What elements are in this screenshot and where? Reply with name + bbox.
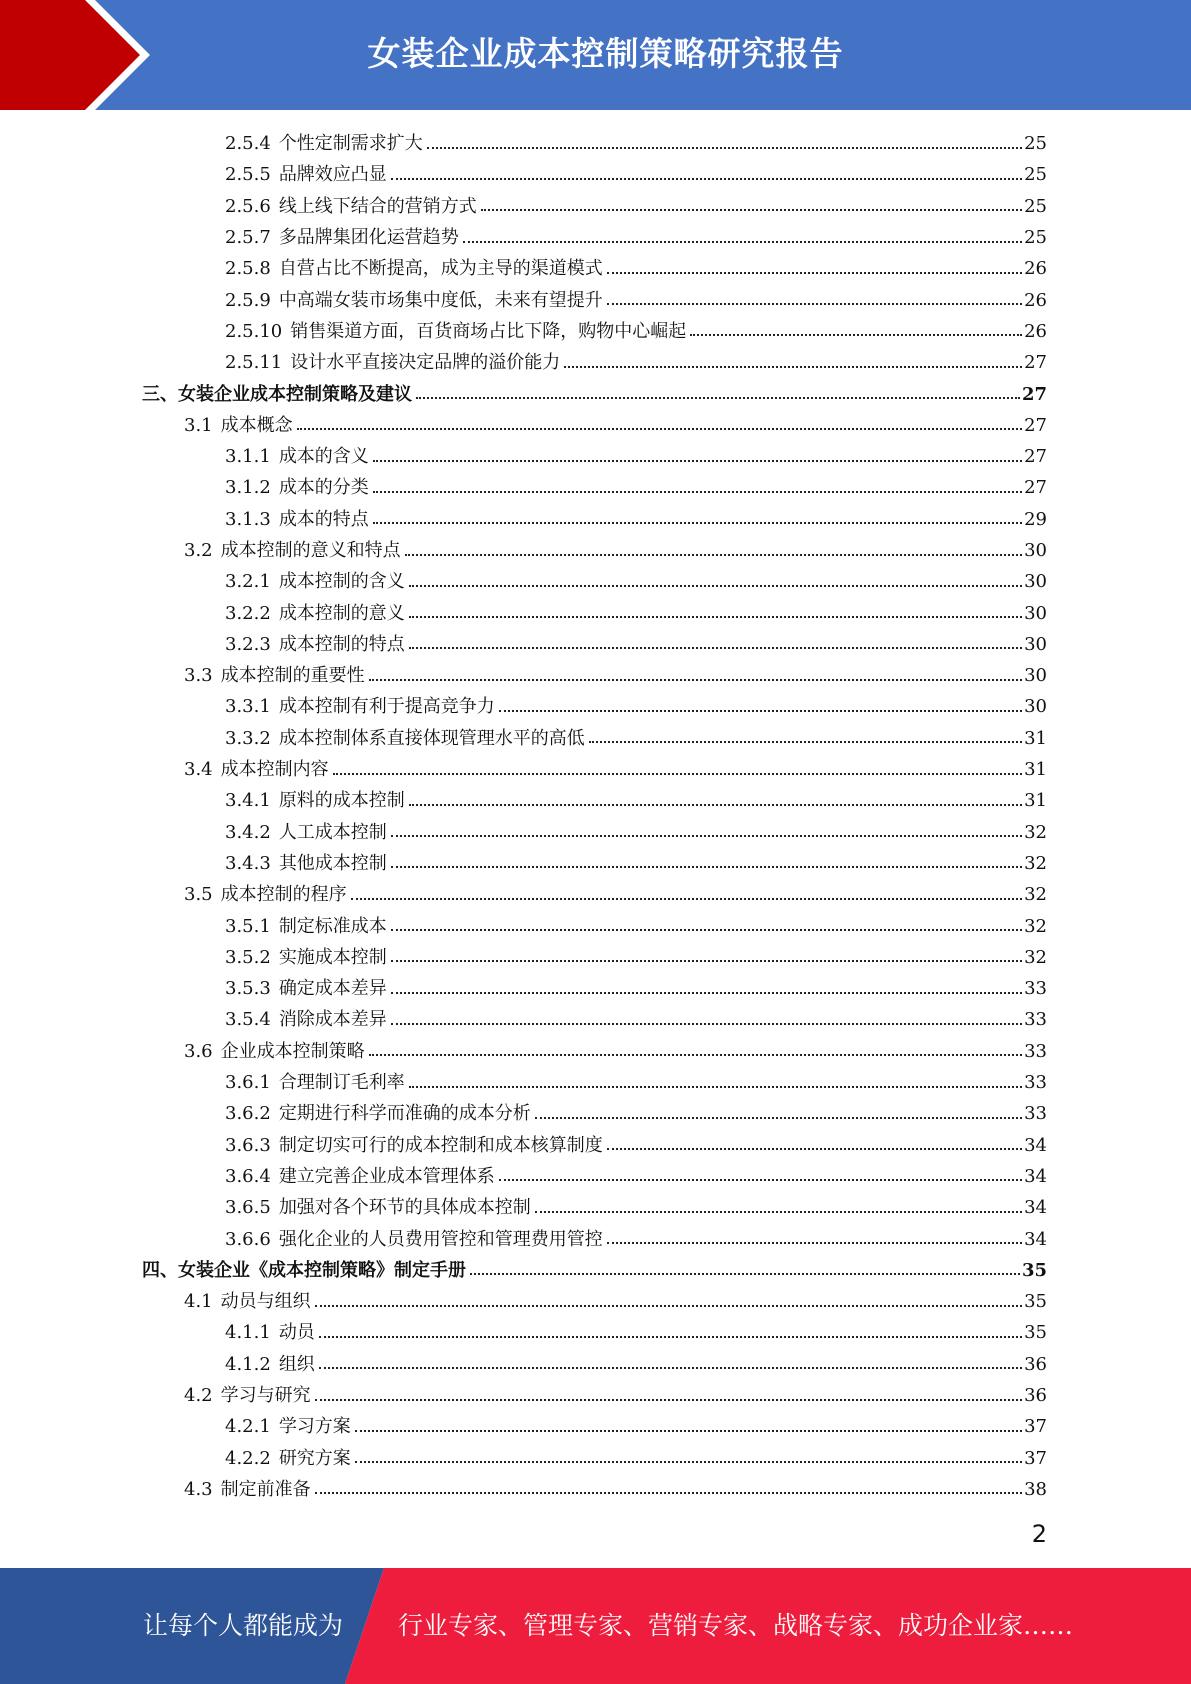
toc-entry[interactable]: [0, 1067, 1191, 1098]
toc-entry-title: 制定前准备: [220, 1478, 311, 1500]
toc-entry[interactable]: [0, 1255, 1191, 1286]
toc-entry-title: 成本控制的特点: [278, 633, 405, 655]
toc-entry-page: 33: [1024, 1009, 1047, 1031]
toc-dot-leader: [391, 1023, 1022, 1025]
toc-entry[interactable]: [0, 128, 1191, 159]
toc-entry-title: 多品牌集团化运营趋势: [278, 227, 459, 249]
toc-dot-leader: [373, 491, 1022, 493]
toc-entry-page: 34: [1024, 1134, 1047, 1156]
toc-entry-title: 中高端女装市场集中度低，未来有望提升: [278, 289, 603, 311]
toc-entry-title: 定期进行科学而准确的成本分析: [278, 1103, 531, 1125]
toc-entry-number: 3.6.4: [225, 1165, 271, 1187]
toc-entry-title: 动员: [278, 1322, 315, 1344]
toc-entry-page: 27: [1024, 477, 1047, 499]
toc-dot-leader: [351, 898, 1022, 900]
toc-entry-page: 30: [1024, 696, 1047, 718]
toc-dot-leader: [499, 1179, 1022, 1181]
toc-entry[interactable]: [0, 629, 1191, 660]
page-number: 2: [1031, 1520, 1047, 1548]
toc-entry-page: 27: [1021, 383, 1047, 405]
toc-entry-number: 2.5.11: [225, 352, 283, 374]
toc-entry-number: 3.1.1: [225, 446, 271, 468]
toc-dot-leader: [315, 1492, 1022, 1494]
toc-entry-page: 26: [1024, 258, 1047, 280]
toc-entry[interactable]: [0, 410, 1191, 441]
toc-entry-page: 32: [1024, 884, 1047, 906]
toc-entry-title: 三、女装企业成本控制策略及建议: [142, 383, 412, 405]
toc-entry[interactable]: [0, 660, 1191, 691]
toc-entry-number: 4.2.2: [225, 1447, 271, 1469]
toc-entry[interactable]: [0, 597, 1191, 628]
toc-entry-title: 实施成本控制: [278, 946, 387, 968]
toc-dot-leader: [607, 272, 1022, 274]
toc-entry-number: 3.1.3: [225, 508, 271, 530]
toc-entry-page: 34: [1024, 1228, 1047, 1250]
toc-entry[interactable]: [0, 1317, 1191, 1348]
toc-entry-number: 3.6.6: [225, 1228, 271, 1250]
toc-entry-page: 30: [1024, 540, 1047, 561]
toc-entry[interactable]: [0, 1349, 1191, 1380]
toc-entry[interactable]: [0, 1442, 1191, 1473]
toc-entry-title: 品牌效应凸显: [278, 164, 387, 186]
toc-entry-number: 2.5.8: [225, 258, 271, 280]
toc-entry-page: 25: [1024, 164, 1047, 186]
toc-entry-title: 线上线下结合的营销方式: [278, 195, 477, 217]
toc-entry-title: 销售渠道方面，百货商场占比下降，购物中心崛起: [290, 320, 687, 342]
toc-entry-page: 25: [1024, 227, 1047, 249]
document-title: 女装企业成本控制策略研究报告: [367, 34, 844, 73]
toc-entry-page: 30: [1024, 571, 1047, 593]
footer-slogan-roles: 行业专家、管理专家、营销专家、战略专家、成功企业家……: [398, 1611, 1074, 1640]
toc-entry-page: 26: [1024, 289, 1047, 311]
toc-entry-page: 35: [1021, 1259, 1047, 1281]
toc-entry[interactable]: [0, 504, 1191, 535]
toc-entry-page: 30: [1024, 665, 1047, 687]
toc-entry-title: 成本概念: [220, 414, 293, 436]
toc-dot-leader: [409, 804, 1022, 806]
toc-entry-title: 个性定制需求扩大: [278, 133, 423, 155]
toc-entry-page: 33: [1024, 1040, 1047, 1062]
toc-entry[interactable]: [0, 817, 1191, 848]
toc-entry-number: 3.2.2: [225, 602, 271, 624]
toc-dot-leader: [391, 960, 1022, 962]
toc-entry[interactable]: [0, 785, 1191, 816]
toc-dot-leader: [564, 366, 1022, 368]
toc-entry-number: 3.3.2: [225, 727, 271, 749]
toc-entry[interactable]: [0, 848, 1191, 879]
toc-dot-leader: [607, 1148, 1022, 1150]
toc-dot-leader: [369, 1054, 1022, 1056]
toc-entry-title: 成本控制内容: [220, 759, 329, 781]
toc-dot-leader: [315, 1305, 1022, 1307]
toc-entry-title: 自营占比不断提高，成为主导的渠道模式: [278, 258, 603, 280]
toc-entry[interactable]: [0, 1223, 1191, 1254]
toc-dot-leader: [607, 303, 1022, 305]
toc-dot-leader: [391, 929, 1022, 931]
toc-entry-page: 37: [1024, 1447, 1047, 1469]
toc-dot-leader: [391, 992, 1022, 994]
toc-dot-leader: [319, 1336, 1022, 1338]
toc-dot-leader: [463, 241, 1022, 243]
toc-entry-title: 成本控制的重要性: [220, 665, 365, 687]
toc-entry[interactable]: [0, 316, 1191, 347]
toc-entry-number: 4.1.2: [225, 1353, 271, 1375]
toc-entry[interactable]: [0, 973, 1191, 1004]
toc-entry-number: 4.2: [184, 1385, 213, 1407]
toc-entry-title: 制定切实可行的成本控制和成本核算制度: [278, 1134, 603, 1156]
toc-entry-title: 动员与组织: [220, 1291, 311, 1313]
toc-dot-leader: [373, 522, 1022, 524]
toc-entry-title: 成本的含义: [278, 446, 369, 468]
toc-entry-title: 学习方案: [278, 1416, 351, 1438]
toc-entry-title: 企业成本控制策略: [220, 1040, 365, 1062]
toc-entry-page: 36: [1024, 1353, 1047, 1375]
toc-entry-page: 31: [1024, 759, 1047, 781]
toc-entry[interactable]: [0, 1474, 1191, 1505]
toc-entry-number: 3.5.4: [225, 1009, 271, 1031]
toc-entry-page: 30: [1024, 633, 1047, 655]
toc-dot-leader: [427, 147, 1022, 149]
toc-dot-leader: [607, 1242, 1022, 1244]
toc-entry-page: 31: [1024, 790, 1047, 812]
toc-dot-leader: [409, 616, 1022, 618]
toc-entry[interactable]: [0, 191, 1191, 222]
toc-entry-number: 3.5.3: [225, 978, 271, 1000]
toc-entry-number: 3.5.2: [225, 946, 271, 968]
toc-entry-page: 34: [1024, 1165, 1047, 1187]
toc-entry-number: 3.6.5: [225, 1197, 271, 1219]
toc-entry-title: 确定成本差异: [278, 978, 387, 1000]
toc-entry-number: 2.5.4: [225, 133, 271, 155]
toc-entry-page: 31: [1024, 727, 1047, 749]
toc-entry[interactable]: [0, 253, 1191, 284]
toc-dot-leader: [355, 1430, 1022, 1432]
toc-entry-number: 3.6: [184, 1040, 213, 1062]
toc-dot-leader: [391, 835, 1022, 837]
toc-entry-number: 3.1: [184, 414, 213, 436]
toc-entry[interactable]: [0, 910, 1191, 941]
toc-entry-number: 3.4.2: [225, 821, 271, 843]
toc-entry-number: 3.3: [184, 665, 213, 687]
toc-entry[interactable]: [0, 1098, 1191, 1129]
toc-entry-title: 成本控制体系直接体现管理水平的高低: [278, 727, 585, 749]
toc-entry-page: 34: [1024, 1197, 1047, 1219]
toc-dot-leader: [535, 1117, 1022, 1119]
toc-entry-title: 学习与研究: [220, 1385, 311, 1407]
toc-entry-title: 成本的特点: [278, 508, 369, 530]
toc-entry-number: 3.2.1: [225, 571, 271, 593]
toc-entry-number: 3.2: [184, 540, 213, 561]
toc-entry[interactable]: [0, 1192, 1191, 1223]
toc-entry[interactable]: [0, 723, 1191, 754]
toc-entry-page: 38: [1024, 1478, 1047, 1500]
toc-entry-title: 建立完善企业成本管理体系: [278, 1165, 495, 1187]
toc-entry[interactable]: [0, 879, 1191, 910]
toc-dot-leader: [409, 585, 1022, 587]
toc-entry-title: 成本控制的意义和特点: [220, 540, 401, 561]
toc-entry-title: 研究方案: [278, 1447, 351, 1469]
toc-entry-number: 2.5.9: [225, 289, 271, 311]
toc-entry-number: 4.3: [184, 1478, 213, 1500]
toc-entry-number: 3.3.1: [225, 696, 271, 718]
toc-entry-title: 合理制订毛利率: [278, 1072, 405, 1094]
toc-entry-title: 制定标准成本: [278, 915, 387, 937]
toc-entry-number: 2.5.6: [225, 195, 271, 217]
toc-entry-page: 32: [1024, 946, 1047, 968]
toc-entry-title: 成本控制的程序: [220, 884, 347, 906]
toc-dot-leader: [481, 209, 1022, 211]
toc-entry-number: 4.1.1: [225, 1322, 271, 1344]
toc-entry-page: 32: [1024, 821, 1047, 843]
toc-entry-number: 3.2.3: [225, 633, 271, 655]
toc-dot-leader: [391, 866, 1022, 868]
toc-entry-number: 2.5.7: [225, 227, 271, 249]
toc-entry[interactable]: [0, 942, 1191, 973]
toc-entry-title: 其他成本控制: [278, 852, 387, 874]
toc-dot-leader: [319, 1367, 1022, 1369]
toc-entry-number: 3.5: [184, 884, 213, 906]
toc-entry-page: 33: [1024, 1072, 1047, 1094]
toc-entry-page: 35: [1024, 1322, 1047, 1344]
toc-entry-page: 27: [1024, 446, 1047, 468]
toc-entry-title: 人工成本控制: [278, 821, 387, 843]
toc-entry-number: 3.4.3: [225, 852, 271, 874]
toc-entry-page: 27: [1024, 352, 1047, 374]
toc-entry-page: 25: [1024, 195, 1047, 217]
toc-entry-title: 设计水平直接决定品牌的溢价能力: [290, 352, 561, 374]
toc-entry-page: 30: [1024, 602, 1047, 624]
toc-entry-page: 33: [1024, 1103, 1047, 1125]
toc-entry-title: 成本控制的意义: [278, 602, 405, 624]
toc-entry[interactable]: [0, 1036, 1191, 1067]
toc-entry-page: 36: [1024, 1385, 1047, 1407]
toc-entry[interactable]: [0, 1286, 1191, 1317]
toc-dot-leader: [409, 1086, 1022, 1088]
toc-dot-leader: [373, 460, 1022, 462]
toc-entry-number: 3.6.1: [225, 1072, 271, 1094]
page-footer: [0, 1568, 1191, 1684]
toc-entry-number: 3.4.1: [225, 790, 271, 812]
toc-entry-page: 32: [1024, 852, 1047, 874]
toc-entry[interactable]: [0, 535, 1191, 566]
toc-dot-leader: [333, 773, 1022, 775]
toc-entry-page: 26: [1024, 320, 1047, 342]
toc-entry[interactable]: [0, 159, 1191, 190]
toc-entry[interactable]: [0, 222, 1191, 253]
toc-dot-leader: [416, 397, 1020, 399]
toc-entry[interactable]: [0, 1004, 1191, 1035]
toc-dot-leader: [470, 1273, 1020, 1275]
toc-entry-number: 3.6.3: [225, 1134, 271, 1156]
toc-dot-leader: [409, 647, 1022, 649]
toc-dot-leader: [589, 741, 1022, 743]
toc-entry-number: 4.2.1: [225, 1416, 271, 1438]
toc-entry-number: 3.1.2: [225, 477, 271, 499]
toc-entry-title: 原料的成本控制: [278, 790, 405, 812]
toc-dot-leader: [297, 428, 1022, 430]
toc-entry[interactable]: [0, 472, 1191, 503]
toc-entry[interactable]: [0, 378, 1191, 409]
toc-dot-leader: [690, 334, 1022, 336]
toc-entry-page: 27: [1024, 414, 1047, 436]
toc-entry[interactable]: [0, 441, 1191, 472]
footer-slogan-lead: 让每个人都能成为: [143, 1611, 344, 1640]
toc-entry[interactable]: [0, 1130, 1191, 1161]
toc-dot-leader: [405, 554, 1022, 556]
toc-dot-leader: [355, 1461, 1022, 1463]
toc-entry-page: 29: [1024, 508, 1047, 530]
toc-entry-title: 四、女装企业《成本控制策略》制定手册: [142, 1259, 466, 1281]
toc-entry[interactable]: [0, 754, 1191, 785]
page-header: [0, 0, 1191, 110]
toc-entry-number: 3.4: [184, 759, 213, 781]
toc-entry-number: 3.6.2: [225, 1103, 271, 1125]
toc-entry[interactable]: [0, 347, 1191, 378]
toc-entry-title: 成本控制有利于提高竞争力: [278, 696, 495, 718]
toc-entry-number: 2.5.5: [225, 164, 271, 186]
toc-dot-leader: [535, 1211, 1022, 1213]
toc-entry[interactable]: [0, 1411, 1191, 1442]
toc-entry-page: 33: [1024, 978, 1047, 1000]
toc-entry-number: 4.1: [184, 1291, 213, 1313]
toc-entry[interactable]: [0, 1380, 1191, 1411]
toc-entry[interactable]: [0, 284, 1191, 315]
toc-entry-title: 成本的分类: [278, 477, 369, 499]
toc-entry[interactable]: [0, 691, 1191, 722]
toc-entry-title: 成本控制的含义: [278, 571, 405, 593]
toc-entry-number: 3.5.1: [225, 915, 271, 937]
toc-dot-leader: [499, 710, 1022, 712]
toc-dot-leader: [315, 1399, 1022, 1401]
table-of-contents: [0, 128, 1191, 1505]
toc-entry-title: 加强对各个环节的具体成本控制: [278, 1197, 531, 1219]
toc-entry-page: 25: [1024, 133, 1047, 155]
toc-entry-number: 2.5.10: [225, 320, 283, 342]
toc-entry[interactable]: [0, 1161, 1191, 1192]
toc-dot-leader: [391, 178, 1022, 180]
toc-entry-title: 强化企业的人员费用管控和管理费用管控: [278, 1228, 603, 1250]
toc-entry-page: 37: [1024, 1416, 1047, 1438]
toc-dot-leader: [369, 679, 1022, 681]
toc-entry-page: 32: [1024, 915, 1047, 937]
toc-entry-title: 组织: [278, 1353, 315, 1375]
toc-entry-page: 35: [1024, 1291, 1047, 1313]
toc-entry-title: 消除成本差异: [278, 1009, 387, 1031]
toc-entry[interactable]: [0, 566, 1191, 597]
